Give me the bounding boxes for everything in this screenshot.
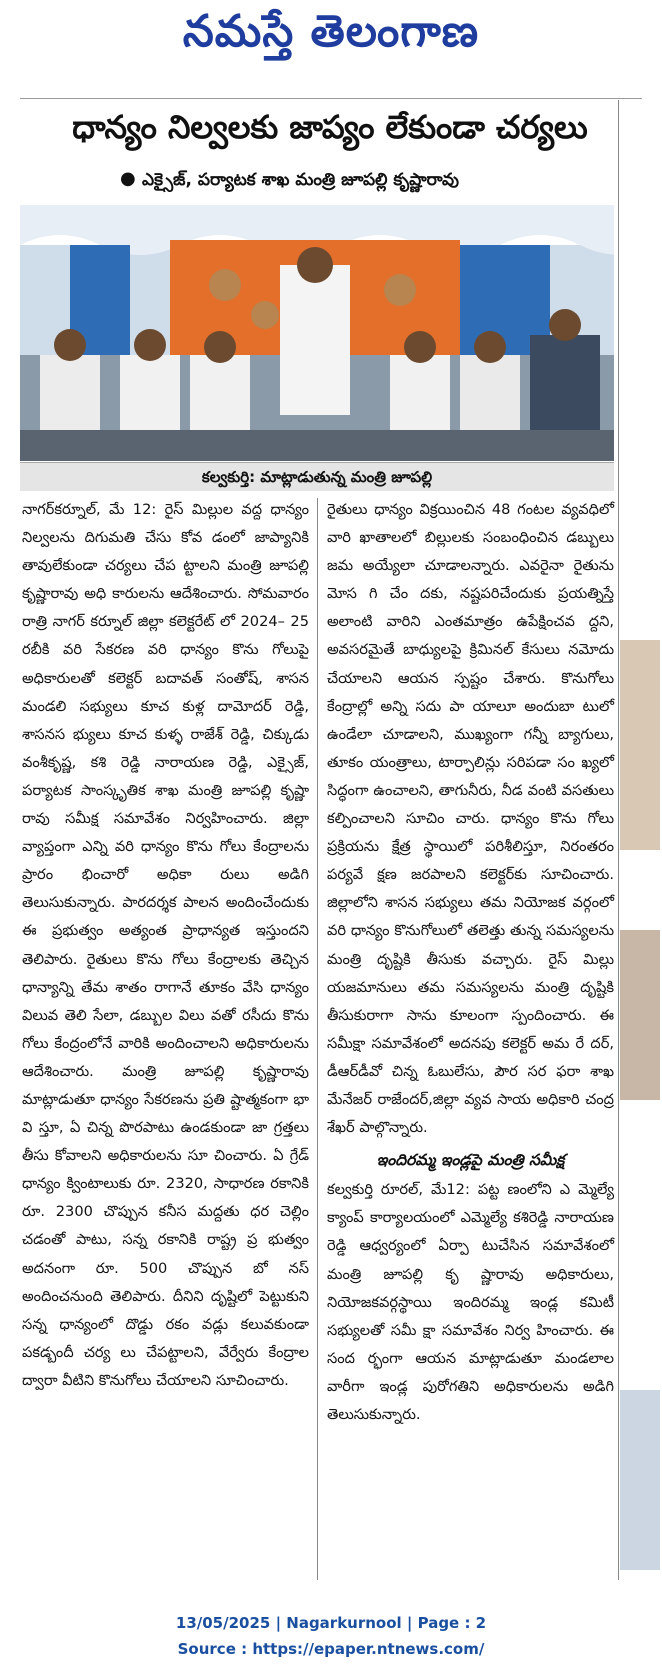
divider bbox=[618, 100, 619, 1580]
divider bbox=[20, 98, 642, 99]
footer-date: 13/05/2025 | Nagarkurnool | Page : 2 bbox=[175, 1614, 487, 1632]
news-photo bbox=[20, 205, 614, 461]
article-text: రైతులు ధాన్యం విక్రయించిన 48 గంటల వ్యవధిలో వారి ఖాతాలలో బిల్లులకు సంబంధించిన డబ్బులు జమ అయ్యేలా చూడాలన్నారు. ఎవరైనా రైతును మోస గి చేం దకు, నష్టపరిచేందుకు ప్రయత్నిస్తే అలాంటి వారిని ఎంతమాత్రం ఉపేక్షించవ ద్దని, అవసరమైతే బాధ్యులపై క్రిమినల్ కేసులు నమోదు చేయాలని ఆయన స్పష్టం చేశారు. కొనుగోలు కేంద్రాల్లో అన్ని సదు పా యాలూ అందుబా టులో ఉండేలా చూడాలని, ముఖ్యంగా గన్నీ బ్యాగులు, తూకం యంత్రాలు, టార్పాలిన్లు సరిపడా సం ఖ్యలో సిద్ధంగా ఉంచాలని, తాగునీరు, నీడ వంటి వసతులు కల్పించాలని సూచిం చారు. ధాన్యం కొను గోలు ప్రక్రియను క్షేత్ర స్థాయిలో పరిశీలిస్తూ, నిరంతరం పర్యవే క్షణ జరపాలని కలెక్టర్‌కు సూచించారు. జిల్లాలోని శాసన సభ్యులు తమ నియోజక వర్గంలో వరి ధాన్యం కొనుగోలులో తలెత్తు తున్న సమస్యలను మంత్రి దృష్టికి తీసుకు వచ్చారు. రైస్ మిల్లు యజమానులు తమ సమస్యలను మంత్రి దృష్టికి తీసుకురాగా సాను కూలంగా స్పందించారు. ఈ సమీక్షా సమావేశంలో అదనపు కలెక్టర్ అమ రే దర్, డీఆర్‌డీవో చిన్న ఓబులేసు, పౌర సర ఫరా శాఖ మేనేజర్ రాజేందర్,జిల్లా వ్యవ సాయ అధికారి చంద్ర శేఖర్ పాల్గొన్నారు. bbox=[327, 501, 614, 1137]
article-text: కల్వకుర్తి రూరల్, మే12: పట్ట ణంలోని ఎ మ్మెల్యే క్యాంప్ కార్యాలయంలో ఎమ్మెల్యే కశిరెడ్డి నారాయణ రెడ్డి ఆధ్వర్యంలో ఏర్పా టుచేసిన సమావేశంలో మంత్రి జూపల్లి కృ ష్ణారావు అధికారులు, నియోజకవర్గస్థాయి ఇందిరమ్మ ఇండ్ల కమిటీ సభ్యులతో సమీ క్షా సమావేశం నిర్వ హించారు. ఈ సంద ర్భంగా ఆయన మాట్లాడుతూ మండలాల వారీగా ఇండ్ల పురోగతిని అధికారులను అడిగి తెలుసుకున్నారు. bbox=[327, 1181, 614, 1423]
event-photo-illustration bbox=[20, 205, 614, 461]
bullet-icon: ● bbox=[120, 168, 136, 189]
article-column-right bbox=[327, 496, 614, 1429]
adjacent-photo bbox=[620, 640, 660, 850]
photo-caption: కల్వకుర్తి: మాట్లాడుతున్న మంత్రి జూపల్లి bbox=[20, 462, 614, 491]
adjacent-article-strip bbox=[618, 100, 662, 1580]
sub-heading: ఇందిరమ్మ ఇండ్లపై మంత్రి సమీక్ష bbox=[376, 1151, 565, 1170]
masthead-title: నమస్తే తెలంగాణ bbox=[182, 6, 480, 57]
headline: ధాన్యం నిల్వలకు జాప్యం లేకుండా చర్యలు bbox=[72, 108, 588, 146]
adjacent-photo bbox=[620, 930, 660, 1100]
adjacent-photo bbox=[620, 1390, 660, 1570]
footer-source: Source : https://epaper.ntnews.com/ bbox=[177, 1640, 485, 1658]
article-column-left: నాగర్‌కర్నూల్, మే 12: రైస్ మిల్లుల వద్ద ధాన్యం నిల్వలను దిగుమతి చేసు కోవ డంలో జాప్యానికి తావులేకుండా చర్యలు చేప ట్టాలని మంత్రి జూపల్లి కృష్ణారావు అధి కారులను ఆదేశించారు. సోమవారం రాత్రి నాగర్ కర్నూల్ జిల్లా కలెక్టరేట్ లో 2024– 25 రబీకి వరి సేకరణ వరి ధాన్యం కొను గోలుపై అధికారులతో కలెక్టర్ బదావత్ సంతోష్, శాసన మండలి సభ్యులు కూచ కుళ్ల దామోదర్ రెడ్డి, శాసనస భ్యులు కూచ కుళ్ళ రాజేశ్ రెడ్డి, చిక్కుడు వంశీకృష్ణ, కశి రెడ్డి నారాయణ రెడ్డి, ఎక్సైజ్, పర్యాటక సాంస్కృతిక శాఖ మంత్రి జూపల్లి కృష్ణా రావు సమీక్ష సమావేశం నిర్వహించారు. జిల్లా వ్యాప్తంగా ఎన్ని వరి ధాన్యం కొను గోలు కేంద్రాలను ప్రారం భించారో అధికా రులు అడిగి తెలుసుకున్నారు. పారదర్శక పాలన అందించేందుకు ఈ ప్రభుత్వం అత్యంత ప్రాధాన్యత ఇస్తుందని తెలిపారు. రైతులు కొను గోలు కేంద్రాలకు తెచ్చిన ధాన్యాన్ని తేమ శాతం రాగానే తూకం వేసి ధాన్యం విలువ తెలి సేలా, డబ్బుల విలు వతో రసీదు కొను గోలు కేంద్రంలోనే వారికి అందించాలని అధికారులను ఆదేశించారు. మంత్రి జూపల్లి కృష్ణారావు మాట్లాడుతూ ధాన్యం సేకరణను ప్రతి ష్టాత్మకంగా భా వి స్తూ, ఏ చిన్న పొరపాటు ఉండకుండా జా గ్రత్తలు తీసు కోవాలని అధికారులను సూ చించారు. ఏ గ్రేడ్ ధాన్యం క్వింటాలుకు రూ. 2320, సాధారణ రకానికి రూ. 2300 చొప్పున కనీస మద్దతు ధర చెల్లిం చడంతో పాటు, సన్న రకానికి రాష్ట్ర ప్ర భుత్వం అదనంగా రూ. 500 చొప్పున బో నస్ అందించనుంది తెలిపారు. దీనిని దృష్టిలో పెట్టుకుని సన్న ధాన్యంలో దొడ్డు రకం వడ్లు కలువకుండా పకడ్బందీ చర్య లు చేపట్టాలని, వేర్వేరు కేంద్రాల ద్వారా వీటిని కొనుగోలు చేయాలని సూచించారు. bbox=[22, 501, 309, 1389]
column-divider bbox=[317, 498, 318, 1580]
masthead bbox=[0, 0, 662, 80]
subhead: ఎక్సైజ్, పర్యాటక శాఖ మంత్రి జూపల్లి కృష్ణారావు bbox=[142, 170, 459, 190]
